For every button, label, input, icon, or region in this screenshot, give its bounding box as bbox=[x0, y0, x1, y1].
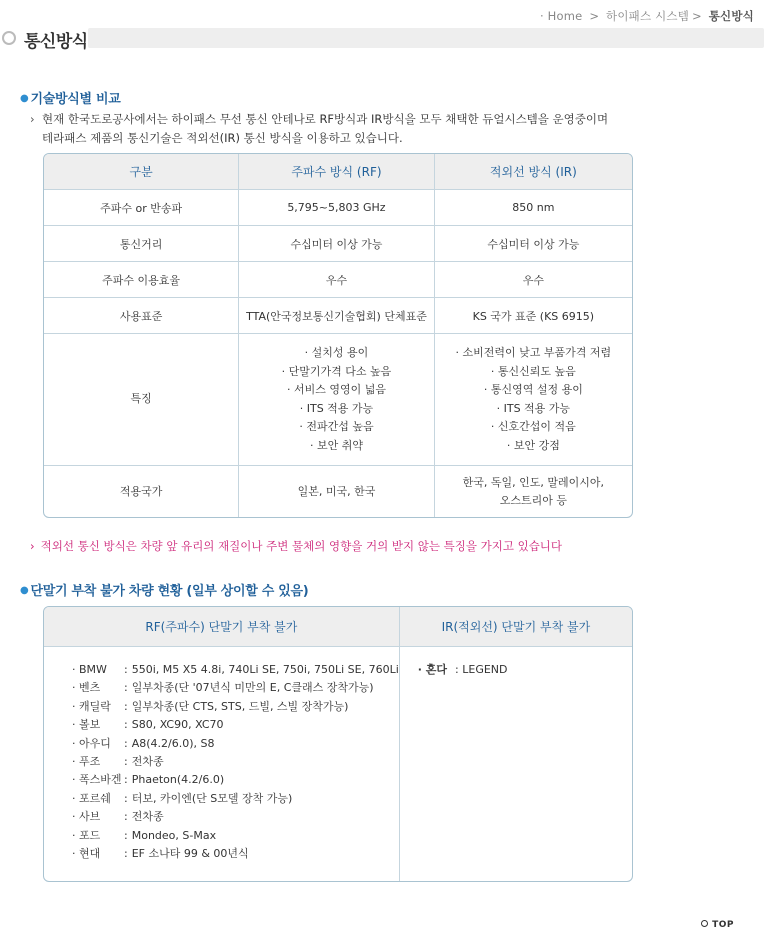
vehicle-brand: · 포르쉐 bbox=[72, 791, 111, 805]
vehicle-brand: · 푸조 bbox=[72, 755, 101, 769]
table-row bbox=[44, 226, 632, 262]
vehicle-table bbox=[43, 606, 633, 882]
table-header: RF(주파수) 단말기 부착 불가 bbox=[44, 607, 400, 647]
intro-line-1: 현재 한국도로공사에서는 하이패스 무선 통신 안테나로 RF방식과 IR방식을 모두 채택한 듀얼시스템을 운영중이며 bbox=[42, 112, 609, 126]
vehicle-models: 터보, 카이엔(단 S모델 장착 가능) bbox=[131, 791, 293, 805]
section-heading-comparison bbox=[20, 88, 120, 107]
section-heading-text: 단말기 부착 불가 차량 현황 (일부 상이할 수 있음) bbox=[30, 584, 309, 599]
colon-separator: : bbox=[124, 810, 128, 824]
country-line: 한국, 독일, 인도, 말레이시아, bbox=[462, 475, 605, 489]
feature-item: · 통신영역 설정 용이 bbox=[483, 383, 583, 396]
table-header: 적외선 방식 (IR) bbox=[435, 154, 632, 190]
vehicle-brand: · 볼보 bbox=[72, 718, 101, 732]
breadcrumb-current: 통신방식 bbox=[708, 9, 754, 23]
colon-separator: : bbox=[124, 736, 128, 750]
vehicle-models: 전차종 bbox=[131, 810, 164, 824]
vehicle-models: Mondeo, S-Max bbox=[131, 828, 217, 842]
feature-item: · 전파간섭 높음 bbox=[299, 420, 374, 433]
colon-separator: : bbox=[124, 773, 128, 787]
list-item bbox=[72, 808, 399, 826]
table-row bbox=[44, 298, 632, 334]
list-item bbox=[72, 845, 399, 863]
feature-item: · 보안 강점 bbox=[506, 438, 560, 452]
arrow-icon: › bbox=[30, 539, 35, 553]
table-row bbox=[44, 190, 632, 226]
arrow-icon: › bbox=[30, 112, 35, 126]
table-cell: 우수 bbox=[435, 262, 632, 298]
vehicle-models: Phaeton(4.2/6.0) bbox=[131, 773, 225, 787]
list-item bbox=[72, 771, 399, 789]
table-cell: 주파수 이용효율 bbox=[44, 262, 239, 298]
top-link[interactable] bbox=[701, 920, 734, 930]
circle-icon bbox=[2, 31, 16, 45]
list-item bbox=[72, 790, 399, 808]
colon-separator: : bbox=[124, 847, 128, 861]
breadcrumb-home[interactable]: · Home bbox=[539, 9, 583, 23]
vehicle-models: A8(4.2/6.0), S8 bbox=[131, 736, 215, 750]
table-cell: 수십미터 이상 가능 bbox=[435, 226, 632, 262]
country-line: 오스트리아 등 bbox=[499, 493, 567, 507]
table-cell: 850 nm bbox=[435, 190, 632, 226]
table-cell: 통신거리 bbox=[44, 226, 239, 262]
colon-separator: : bbox=[124, 828, 128, 842]
vehicle-models: 일부차종(단 CTS, STS, 드빌, 스빌 장착가능) bbox=[131, 699, 349, 713]
bullet-icon: ● bbox=[20, 585, 29, 596]
colon-separator: : bbox=[124, 699, 128, 713]
vehicle-brand: · 벤츠 bbox=[72, 681, 101, 695]
feature-item: · ITS 적용 가능 bbox=[299, 401, 374, 415]
comparison-table bbox=[43, 153, 633, 518]
vehicle-brand: · 혼다 bbox=[417, 663, 448, 676]
intro-text bbox=[30, 110, 608, 148]
ir-note-text: 적외선 통신 방식은 차량 앞 유리의 재질이나 주변 물체의 영향을 거의 받지 않는 특징을 가지고 있습니다 bbox=[40, 539, 563, 553]
table-cell: KS 국가 표준 (KS 6915) bbox=[435, 298, 632, 334]
ir-countries-cell bbox=[435, 466, 632, 517]
vehicle-brand: · 아우디 bbox=[72, 736, 111, 750]
vehicle-brand: · 현대 bbox=[72, 847, 101, 861]
section-heading-text: 기술방식별 비교 bbox=[30, 92, 121, 107]
rf-vehicles-cell bbox=[44, 647, 400, 881]
colon-separator: : bbox=[124, 755, 128, 769]
feature-item: · ITS 적용 가능 bbox=[496, 401, 571, 415]
vehicle-brand: · 사브 bbox=[72, 810, 101, 824]
vehicle-brand: · 폭스바겐 bbox=[72, 773, 122, 787]
colon-separator: : bbox=[124, 791, 128, 805]
vehicle-brand: · BMW bbox=[72, 663, 107, 676]
list-item bbox=[72, 735, 399, 753]
table-cell: 5,795~5,803 GHz bbox=[239, 190, 434, 226]
table-header-row bbox=[44, 154, 632, 190]
feature-item: · 통신신뢰도 높음 bbox=[490, 364, 576, 378]
title-bar bbox=[0, 26, 770, 50]
vehicle-models: EF 소나타 99 & 00년식 bbox=[131, 847, 249, 861]
table-cell: 사용표준 bbox=[44, 298, 239, 334]
table-cell: TTA(안국정보통신기술협회) 단체표준 bbox=[239, 298, 434, 334]
table-cell: 주파수 or 반송파 bbox=[44, 190, 239, 226]
intro-line-2: 테라패스 제품의 통신기술은 적외선(IR) 통신 방식을 이용하고 있습니다. bbox=[42, 131, 403, 145]
list-item bbox=[72, 661, 399, 679]
rf-vehicle-list bbox=[72, 661, 399, 863]
title-divider bbox=[88, 28, 764, 48]
table-header-row bbox=[44, 607, 632, 647]
vehicle-models: 일부차종(단 '07년식 미만의 E, C클래스 장착가능) bbox=[131, 681, 374, 695]
colon-separator: : bbox=[124, 681, 128, 695]
ir-vehicle-list bbox=[418, 661, 632, 679]
feature-item: · 단말기가격 다소 높음 bbox=[281, 364, 392, 378]
vehicle-models: 550i, M5 X5 4.8i, 740Li SE, 750i, 750Li SE, 760Li bbox=[131, 663, 399, 676]
top-link-label: TOP bbox=[712, 920, 734, 930]
ir-features-cell bbox=[435, 334, 632, 466]
circle-icon bbox=[701, 920, 708, 927]
feature-item: · 소비전력이 낮고 부품가격 저렴 bbox=[455, 346, 612, 359]
list-item bbox=[418, 661, 632, 679]
table-cell: 우수 bbox=[239, 262, 434, 298]
feature-item: · 신호간섭이 적음 bbox=[490, 420, 576, 433]
breadcrumb-separator: > bbox=[589, 9, 600, 23]
breadcrumb-system[interactable]: 하이패스 시스템 bbox=[606, 9, 690, 23]
table-header: 구분 bbox=[44, 154, 239, 190]
list-item bbox=[72, 698, 399, 716]
list-item bbox=[72, 827, 399, 845]
table-cell: 수십미터 이상 가능 bbox=[239, 226, 434, 262]
bullet-icon: ● bbox=[20, 93, 29, 104]
list-item bbox=[72, 716, 399, 734]
table-row-countries bbox=[44, 466, 632, 517]
feature-item: · 설치성 용이 bbox=[304, 346, 369, 359]
table-row bbox=[44, 647, 632, 881]
ir-note bbox=[30, 538, 562, 554]
colon-separator: : bbox=[455, 663, 463, 676]
table-header: 주파수 방식 (RF) bbox=[239, 154, 434, 190]
vehicle-brand: · 캐딜락 bbox=[72, 699, 111, 713]
feature-item: · 서비스 영영이 넓음 bbox=[286, 383, 386, 396]
list-item bbox=[72, 753, 399, 771]
breadcrumb bbox=[540, 8, 754, 24]
breadcrumb-separator: > bbox=[692, 9, 702, 23]
rf-features-cell bbox=[239, 334, 434, 466]
colon-separator: : bbox=[124, 663, 128, 676]
section-heading-vehicles bbox=[20, 580, 308, 599]
feature-item: · 보안 취약 bbox=[309, 438, 363, 452]
table-cell: 일본, 미국, 한국 bbox=[239, 466, 434, 517]
table-row-features bbox=[44, 334, 632, 466]
table-header: IR(적외선) 단말기 부착 불가 bbox=[400, 607, 632, 647]
list-item bbox=[72, 679, 399, 697]
table-cell: 적용국가 bbox=[44, 466, 239, 517]
vehicle-models: S80, XC90, XC70 bbox=[131, 718, 224, 732]
colon-separator: : bbox=[124, 718, 128, 732]
ir-vehicles-cell bbox=[400, 647, 632, 881]
vehicle-models: LEGEND bbox=[462, 663, 508, 676]
page-title: 통신방식 bbox=[24, 32, 88, 52]
table-cell: 특징 bbox=[44, 334, 239, 466]
vehicle-models: 전차종 bbox=[131, 755, 164, 769]
vehicle-brand: · 포드 bbox=[72, 828, 101, 842]
table-row bbox=[44, 262, 632, 298]
